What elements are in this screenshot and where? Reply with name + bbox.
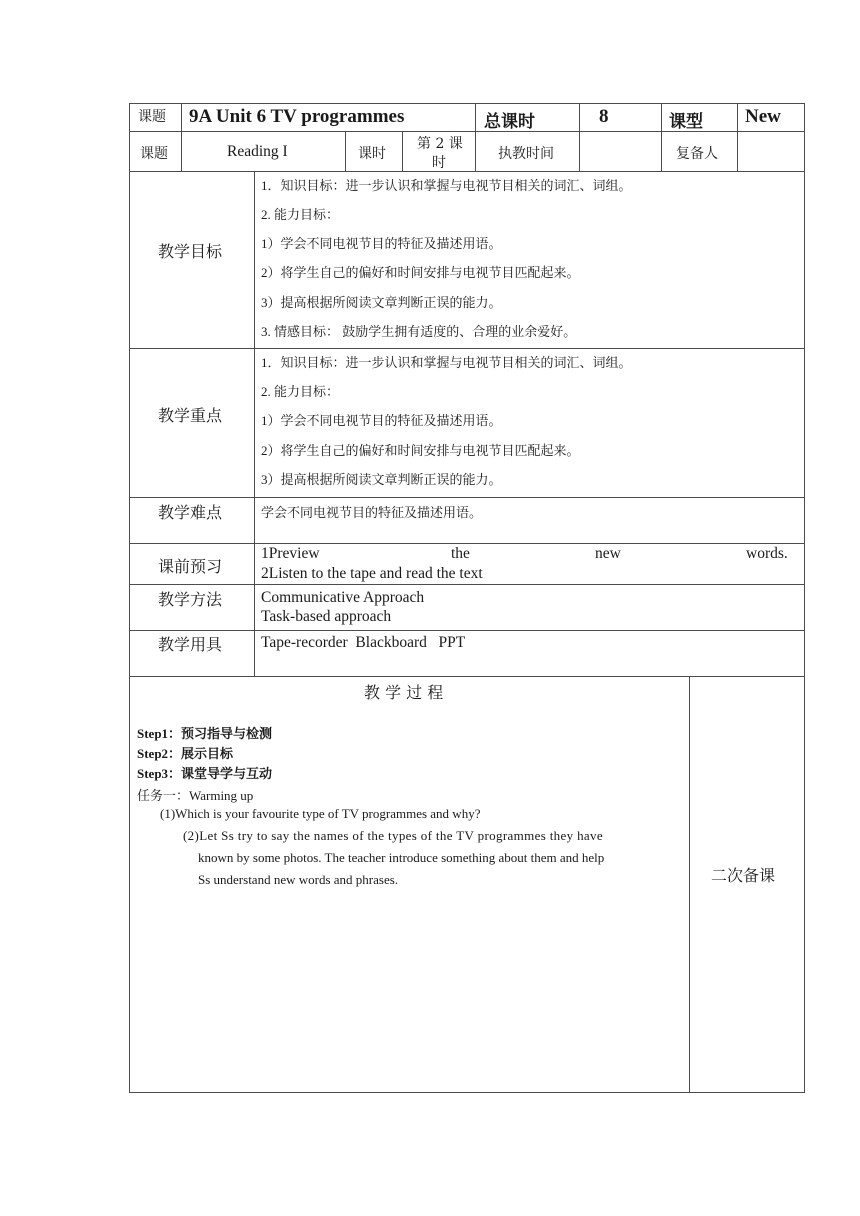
question-1: (1)Which is your favourite type of TV programmes and why? — [160, 806, 481, 821]
objective-item: 1）学会不同电视节目的特征及描述用语。 — [261, 236, 502, 251]
topic-value: Reading I — [227, 143, 288, 160]
process-heading: 教 学 过 程 — [364, 683, 444, 702]
total-hours-label: 总课时 — [484, 112, 535, 132]
objective-item: 2. 能力目标： — [261, 207, 340, 222]
period-value-line1: 第 2 课 — [417, 136, 463, 152]
preview-word: the — [451, 545, 470, 562]
topic-label: 课题 — [138, 109, 166, 125]
step-item: Step3：课堂导学与互动 — [137, 766, 273, 781]
teaching-time-label: 执教时间 — [498, 146, 554, 162]
preview-line2: 2Listen to the tape and read the text — [261, 565, 483, 582]
methods-line2: Task-based approach — [261, 608, 392, 625]
tools-label: 教学用具 — [158, 635, 223, 654]
key-point-item: 3）提高根据所阅读文章判断正误的能力。 — [261, 472, 502, 487]
key-point-item: 2. 能力目标： — [261, 384, 340, 399]
period-label: 课时 — [358, 146, 386, 162]
methods-line1: Communicative Approach — [261, 589, 425, 606]
objective-item: 3）提高根据所阅读文章判断正误的能力。 — [261, 295, 502, 310]
second-prep-label: 二次备课 — [711, 866, 776, 885]
objective-item: 1．知识目标：进一步认识和掌握与电视节目相关的词汇、词组。 — [261, 178, 632, 193]
lesson-title: 9A Unit 6 TV programmes — [189, 106, 405, 127]
question-2-line: Ss understand new words and phrases. — [198, 872, 399, 887]
preview-label: 课前预习 — [158, 557, 223, 576]
methods-label: 教学方法 — [158, 590, 223, 609]
objective-item: 2）将学生自己的偏好和时间安排与电视节目匹配起来。 — [261, 265, 580, 280]
preview-word: words. — [746, 545, 788, 562]
difficulties-text: 学会不同电视节目的特征及描述用语。 — [261, 505, 483, 520]
objective-item: 3. 情感目标： 鼓励学生拥有适度的、合理的业余爱好。 — [261, 324, 577, 339]
objectives-label: 教学目标 — [158, 242, 223, 261]
step-item: Step2：展示目标 — [137, 746, 234, 761]
lesson-type-value: New — [745, 106, 781, 127]
task1-label: 任务一：Warming up — [137, 788, 254, 803]
key-point-item: 2）将学生自己的偏好和时间安排与电视节目匹配起来。 — [261, 443, 580, 458]
reviewer-label: 复备人 — [676, 146, 718, 162]
key-point-item: 1）学会不同电视节目的特征及描述用语。 — [261, 413, 502, 428]
total-hours-value: 8 — [599, 106, 609, 127]
difficulties-label: 教学难点 — [158, 503, 223, 522]
tools-text: Tape-recorder Blackboard PPT — [261, 634, 466, 651]
preview-word: 1Preview — [261, 545, 320, 562]
key-points-label: 教学重点 — [158, 406, 223, 425]
step-item: Step1：预习指导与检测 — [137, 726, 273, 741]
key-point-item: 1．知识目标：进一步认识和掌握与电视节目相关的词汇、词组。 — [261, 355, 632, 370]
question-2-line: (2)Let Ss try to say the names of the types of the TV programmes they have — [183, 828, 604, 843]
topic-label-2: 课题 — [140, 146, 168, 162]
preview-word: new — [595, 545, 621, 562]
question-2-line: known by some photos. The teacher introduce something about them and help — [198, 850, 605, 865]
lesson-type-label: 课型 — [669, 112, 703, 132]
period-value-line2: 时 — [432, 155, 446, 171]
